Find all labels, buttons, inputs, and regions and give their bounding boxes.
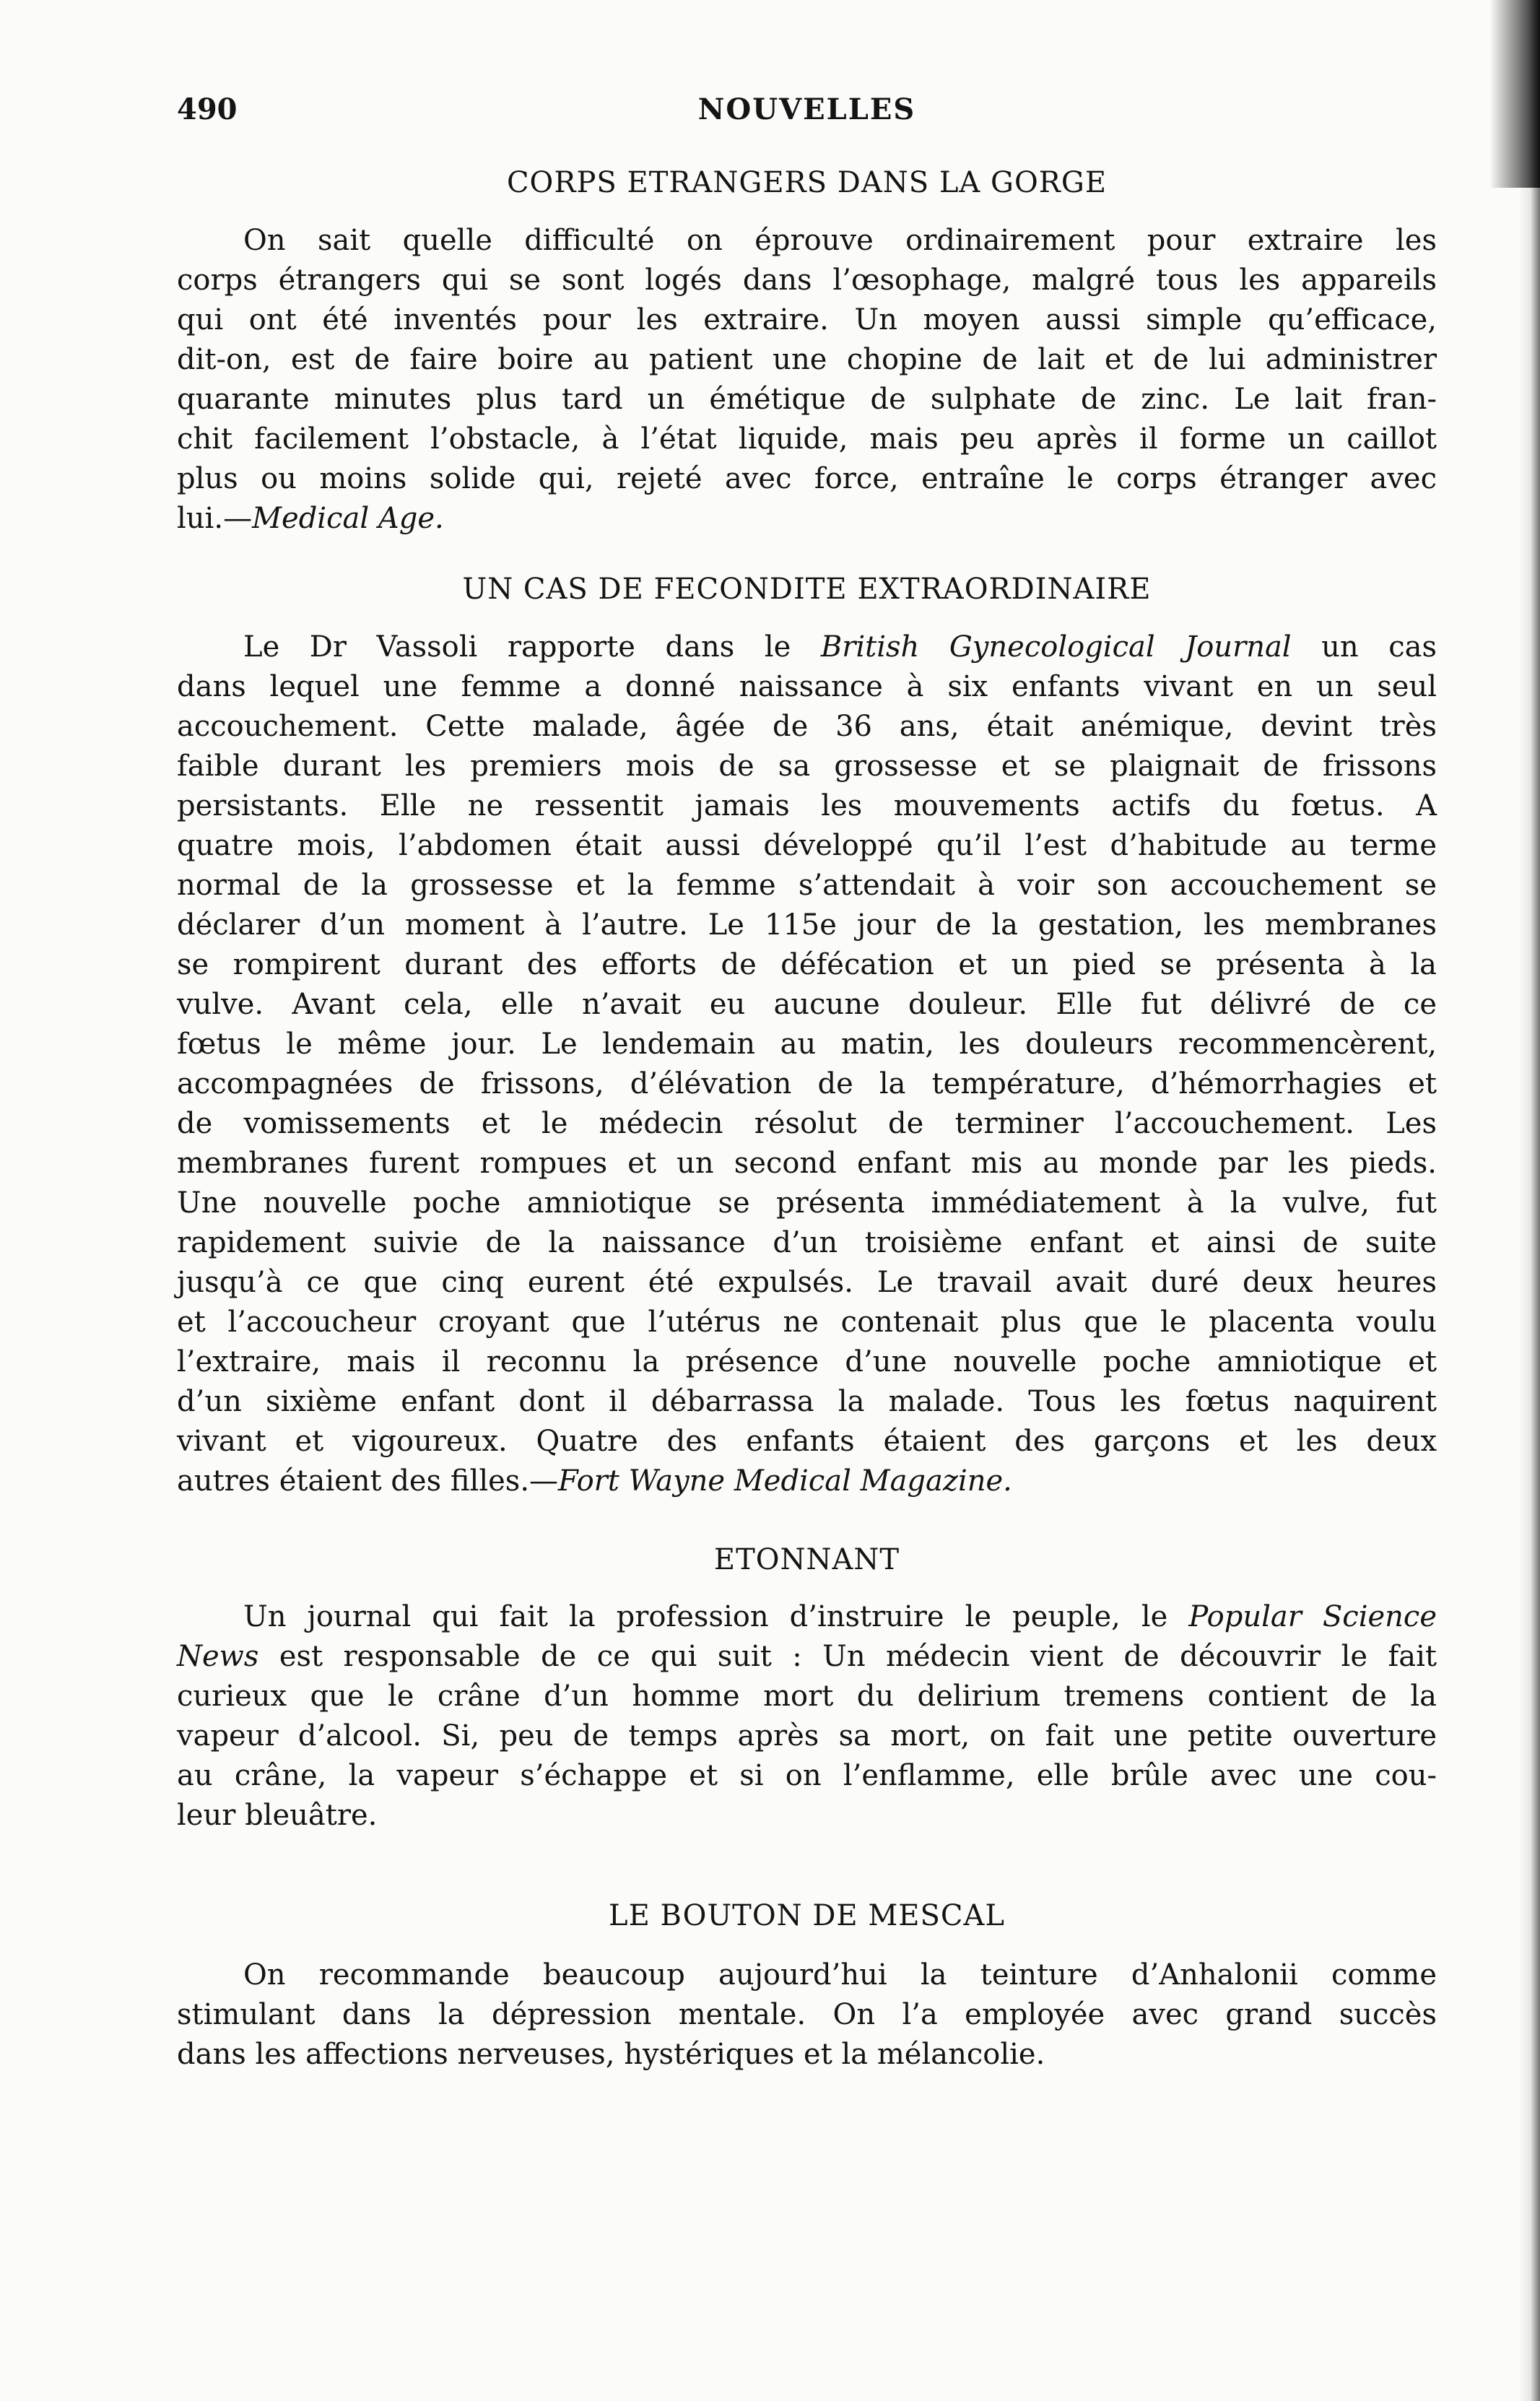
journal-name: Popular Science (1188, 1600, 1437, 1633)
text-line: déclarer d’un moment à l’autre. Le 115e jour de la gestation, les membranes (177, 908, 1437, 942)
text-line (177, 1597, 1437, 1637)
text-fragment: un cas (1291, 630, 1437, 664)
journal-name: News (177, 1640, 259, 1673)
article-body (177, 628, 1437, 1501)
text-line: et l’accoucheur croyant que l’utérus ne contenait plus que le placenta voulu (177, 1306, 1437, 1339)
text-fragment: Le Dr Vassoli rapporte dans le (243, 630, 821, 664)
text-line: accompagnées de frissons, d’élévation de la température, d’hémorrhagies et (177, 1067, 1437, 1100)
article-body (177, 1955, 1437, 2075)
article-title: CORPS ETRANGERS DANS LA GORGE (506, 166, 1108, 199)
page-number: 490 (177, 92, 238, 126)
text-line: On recommande beaucoup aujourd’hui la teinture d’Anhalonii comme (243, 1958, 1437, 1992)
text-line: persistants. Elle ne ressentit jamais les mouvements actifs du fœtus. A (177, 789, 1437, 822)
text-line: fœtus le même jour. Le lendemain au matin, les douleurs recommencèrent, (177, 1028, 1437, 1061)
text-line: vivant et vigoureux. Quatre des enfants étaient des garçons et les deux (177, 1425, 1437, 1458)
text-line: d’un sixième enfant dont il débarrassa la malade. Tous les fœtus naquirent (177, 1385, 1437, 1418)
text-line (177, 499, 1437, 539)
text-line: Une nouvelle poche amniotique se présenta immédiatement à la vulve, fut (177, 1186, 1437, 1220)
article-body (177, 221, 1437, 539)
text-line: curieux que le crâne d’un homme mort du delirium tremens contient de la (177, 1680, 1437, 1713)
text-line: qui ont été inventés pour les extraire. Un moyen aussi simple qu’efficace, (177, 303, 1437, 337)
text-line: vulve. Avant cela, elle n’avait eu aucune douleur. Elle fut délivré de ce (177, 988, 1437, 1021)
text-line: rapidement suivie de la naissance d’un troisième enfant et ainsi de suite (177, 1226, 1437, 1259)
text-line: faible durant les premiers mois de sa grossesse et se plaignait de frissons (177, 750, 1437, 783)
text-line: dans les affections nerveuses, hystériques et la mélancolie. (177, 2038, 1045, 2071)
text-line: leur bleuâtre. (177, 1799, 378, 1832)
text-line: l’extraire, mais il reconnu la présence d’une nouvelle poche amniotique et (177, 1345, 1437, 1378)
text-line: On sait quelle difficulté on éprouve ordinairement pour extraire les (243, 224, 1437, 257)
text-line (177, 628, 1437, 667)
text-line: quarante minutes plus tard un émétique de sulphate de zinc. Le lait fran- (177, 383, 1437, 416)
text-line: membranes furent rompues et un second enfant mis au monde par les pieds. (177, 1147, 1437, 1180)
text-line: jusqu’à ce que cinq eurent été expulsés. Le travail avait duré deux heures (177, 1266, 1437, 1299)
text-fragment: lui.— (177, 502, 253, 535)
text-line: au crâne, la vapeur s’échappe et si on l’enflamme, elle brûle avec une cou- (177, 1759, 1437, 1792)
journal-name: British Gynecological Journal (820, 630, 1292, 664)
text-fragment: autres étaient des filles.— (177, 1464, 559, 1498)
source-citation: Fort Wayne Medical Magazine. (558, 1464, 1012, 1498)
text-line: chit facilement l’obstacle, à l’état liquide, mais peu après il forme un caillot (177, 422, 1437, 456)
text-line: se rompirent durant des efforts de défécation et un pied se présenta à la (177, 948, 1437, 981)
text-line (177, 1637, 1437, 1677)
text-line: dit-on, est de faire boire au patient une chopine de lait et de lui administrer (177, 343, 1437, 376)
text-line: normal de la grossesse et la femme s’attendait à voir son accouchement se (177, 869, 1437, 902)
text-line: corps étrangers qui se sont logés dans l’œsophage, malgré tous les appareils (177, 264, 1437, 297)
text-fragment: Un journal qui fait la profession d’instruire le peuple, le (243, 1600, 1189, 1633)
running-head (177, 92, 1437, 136)
text-line: stimulant dans la dépression mentale. On l’a employée avec grand succès (177, 1998, 1437, 2031)
text-line: accouchement. Cette malade, âgée de 36 ans, était anémique, devint très (177, 710, 1437, 743)
text-line: dans lequel une femme a donné naissance à six enfants vivant en un seul (177, 670, 1437, 703)
text-line: vapeur d’alcool. Si, peu de temps après sa mort, on fait une petite ouverture (177, 1719, 1437, 1753)
text-line: de vomissements et le médecin résolut de terminer l’accouchement. Les (177, 1107, 1437, 1140)
article-title: UN CAS DE FECONDITE EXTRAORDINAIRE (462, 573, 1152, 606)
article-title: ETONNANT (713, 1543, 900, 1576)
text-fragment: est responsable de ce qui suit : Un médecin vient de découvrir le fait (258, 1640, 1437, 1673)
binding-shadow (1489, 0, 1540, 188)
article-title: LE BOUTON DE MESCAL (609, 1899, 1005, 1932)
page-edge-shadow (1518, 0, 1540, 2401)
running-title: NOUVELLES (697, 92, 916, 126)
text-line: quatre mois, l’abdomen était aussi développé qu’il l’est d’habitude au terme (177, 829, 1437, 862)
source-citation: Medical Age. (252, 502, 444, 535)
text-line (177, 1462, 1437, 1501)
article-body (177, 1597, 1437, 1836)
text-line: plus ou moins solide qui, rejeté avec force, entraîne le corps étranger avec (177, 462, 1437, 495)
